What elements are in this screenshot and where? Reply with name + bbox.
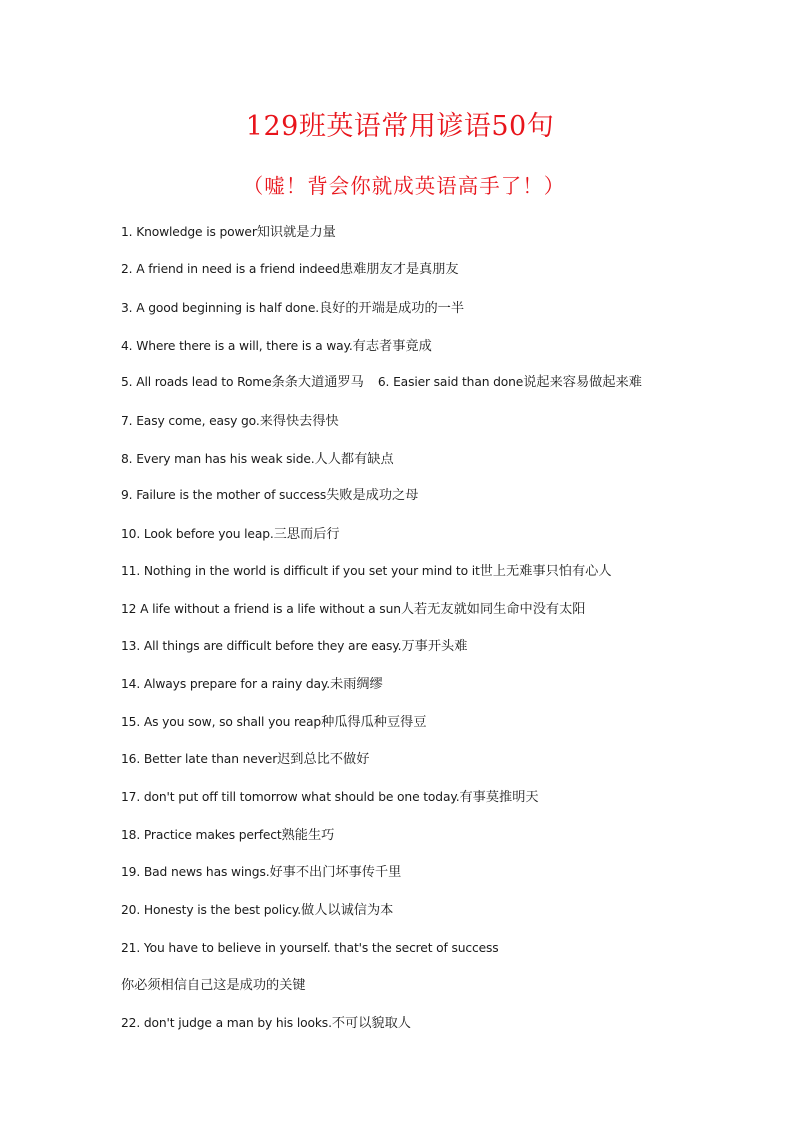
proverb-english: 14. Always prepare for a rainy day. <box>121 677 331 691</box>
proverb-english: 3. A good beginning is half done. <box>121 301 319 315</box>
proverb-english: 16. Better late than never <box>121 752 278 766</box>
proverb-chinese: 未雨绸缪 <box>330 677 383 692</box>
proverb-chinese: 说起来容易做起来难 <box>523 375 642 390</box>
proverb-12 <box>121 600 585 619</box>
proverb-chinese: 患难朋友才是真朋友 <box>339 262 459 277</box>
proverb-chinese: 来得快去得快 <box>259 414 339 429</box>
proverb-4 <box>121 337 432 356</box>
proverb-chinese: 失败是成功之母 <box>326 488 419 503</box>
proverb-english: 8. Every man has his weak side. <box>121 452 315 466</box>
proverb-english: 21. You have to believe in yourself. that's the secret of success <box>121 941 499 955</box>
proverb-22 <box>121 1014 411 1033</box>
proverb-chinese: 知识就是力量 <box>256 225 336 240</box>
proverb-chinese: 世上无难事只怕有心人 <box>479 564 612 579</box>
proverb-13 <box>121 637 467 656</box>
proverb-7 <box>121 412 339 431</box>
proverb-english: 18. Practice makes perfect <box>121 828 282 842</box>
proverb-14 <box>121 675 383 694</box>
document-subtitle: （嘘！背会你就成英语高手了！） <box>242 174 566 198</box>
proverb-21 <box>121 939 499 957</box>
proverb-15 <box>121 713 427 732</box>
proverb-18 <box>121 826 334 845</box>
proverb-chinese: 好事不出门坏事传千里 <box>269 865 402 880</box>
proverb-english: 1. Knowledge is power <box>121 225 257 239</box>
proverb-chinese: 有志者事竟成 <box>352 339 432 354</box>
proverb-english: 22. don't judge a man by his looks. <box>121 1016 332 1030</box>
proverb-english: 19. Bad news has wings. <box>121 865 270 879</box>
proverb-16 <box>121 750 369 769</box>
document-title: 129班英语常用谚语50句 <box>245 111 555 142</box>
proverb-english: 10. Look before you leap. <box>121 527 274 541</box>
proverb-chinese: 人若无友就如同生命中没有太阳 <box>400 602 586 617</box>
proverb-2 <box>121 260 459 279</box>
proverb-english: 6. Easier said than done <box>377 375 524 389</box>
proverb-chinese: 有事莫推明天 <box>459 790 539 805</box>
proverb-chinese: 迟到总比不做好 <box>277 752 370 767</box>
proverb-11 <box>121 562 612 581</box>
proverb-english: 13. All things are difficult before they are easy. <box>121 639 402 653</box>
proverb-english: 5. All roads lead to Rome <box>121 375 272 389</box>
proverb-20 <box>121 901 393 920</box>
proverb-chinese: 种瓜得瓜种豆得豆 <box>321 715 427 730</box>
proverb-1 <box>121 223 336 242</box>
proverb-chinese: 你必须相信自己这是成功的关键 <box>121 978 306 993</box>
proverb-chinese: 人人都有缺点 <box>314 452 394 467</box>
proverb-english: 4. Where there is a will, there is a way. <box>121 339 353 353</box>
proverb-chinese: 不可以貌取人 <box>331 1016 411 1031</box>
proverb-english: 9. Failure is the mother of success <box>121 488 327 502</box>
proverb-english: 2. A friend in need is a friend indeed <box>121 262 340 276</box>
proverb-chinese: 三思而后行 <box>273 527 340 542</box>
proverb-3 <box>121 299 464 318</box>
proverb-english: 15. As you sow, so shall you reap <box>121 715 322 729</box>
proverb-chinese: 万事开头难 <box>401 639 468 654</box>
proverb-english: 11. Nothing in the world is difficult if you set your mind to it <box>121 564 480 578</box>
proverb-chinese: 熟能生巧 <box>281 828 335 843</box>
proverb-chinese: 良好的开端是成功的一半 <box>319 301 465 316</box>
proverb-english: 12 A life without a friend is a life without a sun <box>121 602 401 616</box>
proverb-9 <box>121 486 418 505</box>
proverb-english: 20. Honesty is the best policy. <box>121 903 302 917</box>
proverb-chinese: 做人以诚信为本 <box>301 903 394 918</box>
proverb-17 <box>121 788 539 807</box>
proverb-5-6 <box>121 373 642 392</box>
proverb-english: 7. Easy come, easy go. <box>121 414 260 428</box>
proverb-21-translation <box>121 976 306 995</box>
proverb-chinese: 条条大道通罗马 <box>271 375 364 390</box>
proverb-english: 17. don't put off till tomorrow what should be one today. <box>121 790 460 804</box>
proverb-10 <box>121 525 340 544</box>
proverb-8 <box>121 450 394 469</box>
proverb-19 <box>121 863 401 882</box>
